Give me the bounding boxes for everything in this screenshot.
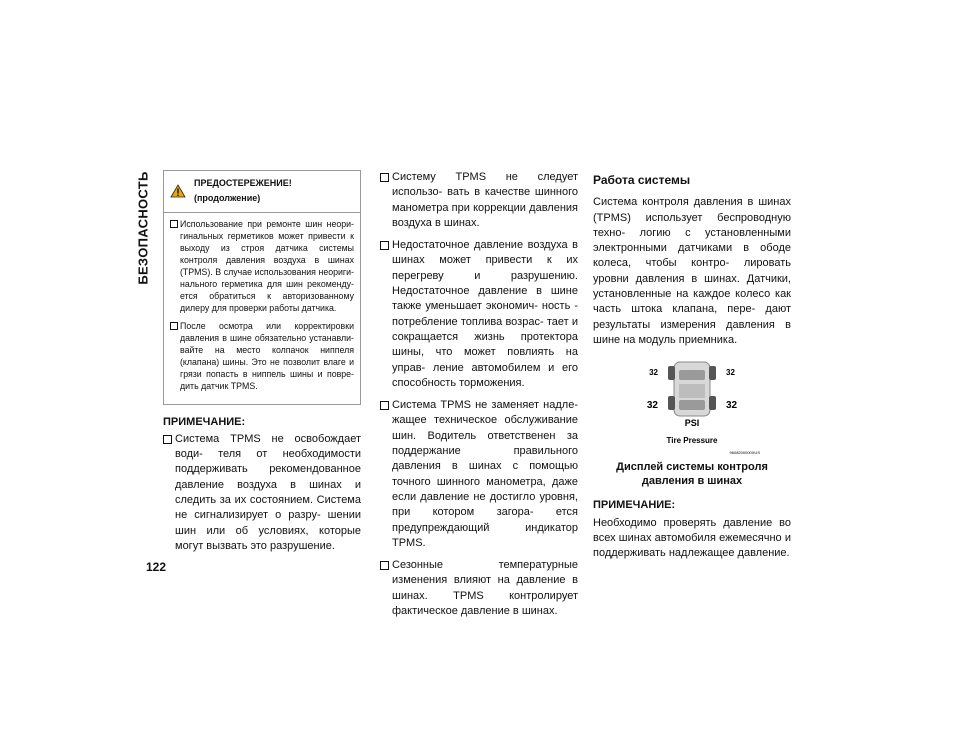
column-middle bbox=[380, 170, 578, 626]
list-item bbox=[380, 238, 578, 391]
page-number: 122 bbox=[146, 560, 167, 574]
list-item-text: Недостаточное давление воздуха в шинах может привести к их перегреву и разрушению. Недостаточное давление в шине также уменьшает экономич- ность - потребление топлива возрас- тает и сокращается жизнь протектора шины, что может повлиять на управ- ление автомобилем и его способность торможения. bbox=[392, 239, 578, 389]
section-tab-label: БЕЗОПАСНОСТЬ bbox=[135, 170, 151, 285]
rear-left-pressure: 32 bbox=[646, 400, 658, 412]
warning-item bbox=[170, 218, 354, 314]
warning-item-text: Использование при ремонте шин неори- гинальных герметиков может привести к выходу из строя датчика системы контроля давления воздуха в шинах (TPMS). В случае использования неориги- нального герметика для шин рекоменду- ется обратиться к авторизованному дилеру для проверки работы датчика. bbox=[180, 218, 354, 313]
checkbox-bullet-icon bbox=[380, 238, 392, 391]
warning-icon bbox=[170, 184, 186, 198]
note-item bbox=[163, 432, 361, 554]
checkbox-bullet-icon bbox=[163, 432, 175, 554]
figure-code: 9608200000XUS bbox=[729, 450, 760, 456]
column-right bbox=[593, 170, 791, 561]
display-label: Tire Pressure bbox=[666, 436, 718, 446]
pressure-unit: PSI bbox=[684, 418, 700, 429]
warning-item bbox=[170, 320, 354, 392]
list-item-text: Систему TPMS не следует использо- вать в качестве шинного манометра при коррекции давления воздуха в шинах. bbox=[392, 171, 578, 229]
warning-item-text: После осмотра или корректировки давления в шине обязательно устанавли- вайте на место колпачок ниппеля (клапана) шины. Это не позволит влаге и грязи попасть в ниппель шины и повре- дить датчик TPMS. bbox=[180, 320, 354, 391]
note-title: ПРИМЕЧАНИЕ: bbox=[163, 415, 246, 428]
rear-right-pressure: 32 bbox=[726, 400, 738, 412]
warning-box bbox=[163, 170, 361, 405]
warning-header bbox=[164, 171, 360, 213]
checkbox-bullet-icon bbox=[170, 218, 180, 314]
checkbox-bullet-icon bbox=[380, 558, 392, 619]
list-item bbox=[380, 398, 578, 551]
section-tab bbox=[132, 170, 154, 285]
list-item bbox=[380, 558, 578, 619]
note-body: Необходимо проверять давление во всех шинах автомобиля ежемесячно и поддерживать надлежащее давление. bbox=[593, 516, 791, 560]
front-left-pressure: 32 bbox=[649, 368, 658, 378]
tire-pressure-display bbox=[622, 356, 762, 456]
figure-caption: Дисплей системы контроля давления в шинах bbox=[616, 461, 768, 488]
note-item-text: Система TPMS не освобождает води- теля от необходимости поддерживать рекомендованное давление воздуха в шинах и следить за их состоянием. Система не сигнализирует о разру- шении шин или об условиях, которые могут вызвать это разрушение. bbox=[175, 432, 361, 552]
checkbox-bullet-icon bbox=[170, 320, 180, 392]
section-heading: Работа системы bbox=[593, 173, 691, 187]
column-left bbox=[163, 170, 361, 561]
list-item-text: Система TPMS не заменяет надле- жащее техническое обслуживание шин. Водитель ответственен за поддержание правильного давления в шинах с помощью точного шинного манометра, даже если давление не достигло уровня, при котором загора- ется предупреждающий индикатор TPMS. bbox=[392, 399, 578, 549]
section-body: Система контроля давления в шинах (TPMS) использует беспроводную техно- логию с установленными электронными датчиками в ободе колеса, чтобы контро- лировать уровни давления в шинах. Датчики, установленные на каждое колесо как часть штока клапана, пере- дают результаты измерения давления в шине на модуль приемника. bbox=[593, 196, 791, 346]
list-item-text: Сезонные температурные изменения влияют на давление в шинах. TPMS контролирует фактическое давление в шинах. bbox=[392, 559, 578, 618]
checkbox-bullet-icon bbox=[380, 170, 392, 231]
checkbox-bullet-icon bbox=[380, 398, 392, 551]
warning-title: ПРЕДОСТЕРЕЖЕНИЕ! (продолжение) bbox=[194, 178, 292, 204]
vehicle-top-view-icon bbox=[622, 356, 762, 456]
list-item bbox=[380, 170, 578, 231]
front-right-pressure: 32 bbox=[726, 368, 735, 378]
note-title: ПРИМЕЧАНИЕ: bbox=[593, 499, 676, 512]
